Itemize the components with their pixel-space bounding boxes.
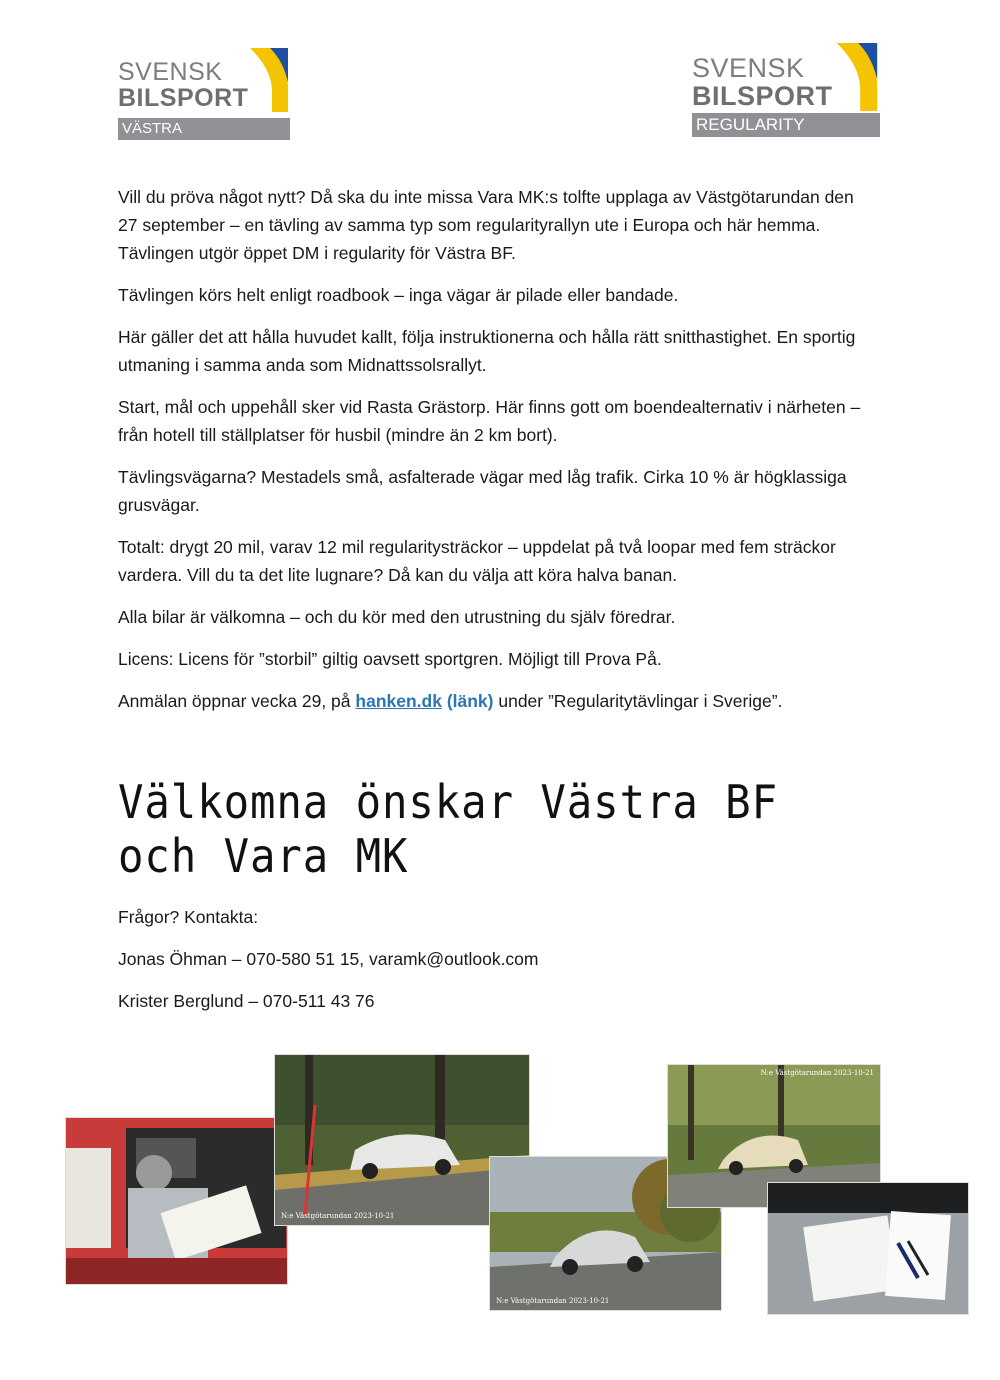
photo-navigator-in-car [66,1118,287,1284]
contact-section [118,903,818,1029]
registration-text-before: Anmälan öppnar vecka 29, på [118,691,356,711]
contact-heading: Frågor? Kontakta: [118,907,259,927]
roadbook-image [768,1183,968,1314]
photo-caption: N:e Västgötarundan 2023-10-21 [760,1069,874,1077]
photo-caption: N:e Västgötarundan 2023-10-21 [281,1212,395,1220]
paragraph-start: Start, mål och uppehåll sker vid Rasta Grästorp. Här finns gott om boendealternativ i närheten – från hotell till ställplatser för husbil (mindre än 2 km bort). [118,397,861,445]
logo-left-line2: BILSPORT [118,84,249,112]
paragraph-distance: Totalt: drygt 20 mil, varav 12 mil regularitysträckor – uppdelat på två loopar med fem sträckor vardera. Vill du ta det lite lugnare? Då kan du välja att köra halva banan. [118,537,836,585]
svensk-bilsport-vastra-logo [118,48,290,146]
logo-left-line1: SVENSK [118,58,223,86]
paragraph-roads: Tävlingsvägarna? Mestadels små, asfalterade vägar med låg trafik. Cirka 10 % är högklassiga grusvägar. [118,467,847,515]
paragraph-license: Licens: Licens för ”storbil” giltig oavsett sportgren. Möjligt till Prova På. [118,649,662,669]
svensk-bilsport-regularity-logo [692,43,880,143]
paragraph-challenge: Här gäller det att hålla huvudet kallt, följa instruktionerna och hålla rätt snitthastighet. En sportig utmaning i samma anda som Midnattssolsrallyt. [118,327,856,375]
body-text [118,183,878,729]
contact-jonas: Jonas Öhman – 070-580 51 15, varamk@outlook.com [118,949,539,969]
logo-right-line1: SVENSK [692,53,805,83]
welcome-headline: Välkomna önskar Västra BF och Vara MK [118,775,778,883]
photo-roadbook-papers [768,1183,968,1314]
logo-right-flag-icon [834,43,880,111]
paragraph-cars: Alla bilar är välkomna – och du kör med den utrustning du själv föredrar. [118,607,676,627]
paragraph-registration [118,687,878,715]
paragraph-roadbook: Tävlingen körs helt enligt roadbook – inga vägar är pilade eller bandade. [118,285,679,305]
logo-left-flag-icon [248,48,290,112]
photo-caption: N:e Västgötarundan 2023-10-21 [496,1297,610,1305]
hanken-link[interactable]: hanken.dk [355,691,442,711]
paragraph-intro: Vill du pröva något nytt? Då ska du inte missa Vara MK:s tolfte upplaga av Västgötarundan den 27 september – en tävling av samma typ som regularityrallyn ute i Europa och här hemma. Tävlingen utgör öppet DM i regularity för Västra BF. [118,187,854,263]
logo-left-bar: VÄSTRA [118,118,290,140]
logo-right-line2: BILSPORT [692,81,833,111]
registration-text-after: under ”Regularitytävlingar i Sverige”. [493,691,783,711]
contact-krister: Krister Berglund – 070-511 43 76 [118,991,375,1011]
logo-right-bar: REGULARITY [692,113,880,137]
navigator-image [66,1118,287,1284]
link-note: (länk) [441,691,494,711]
